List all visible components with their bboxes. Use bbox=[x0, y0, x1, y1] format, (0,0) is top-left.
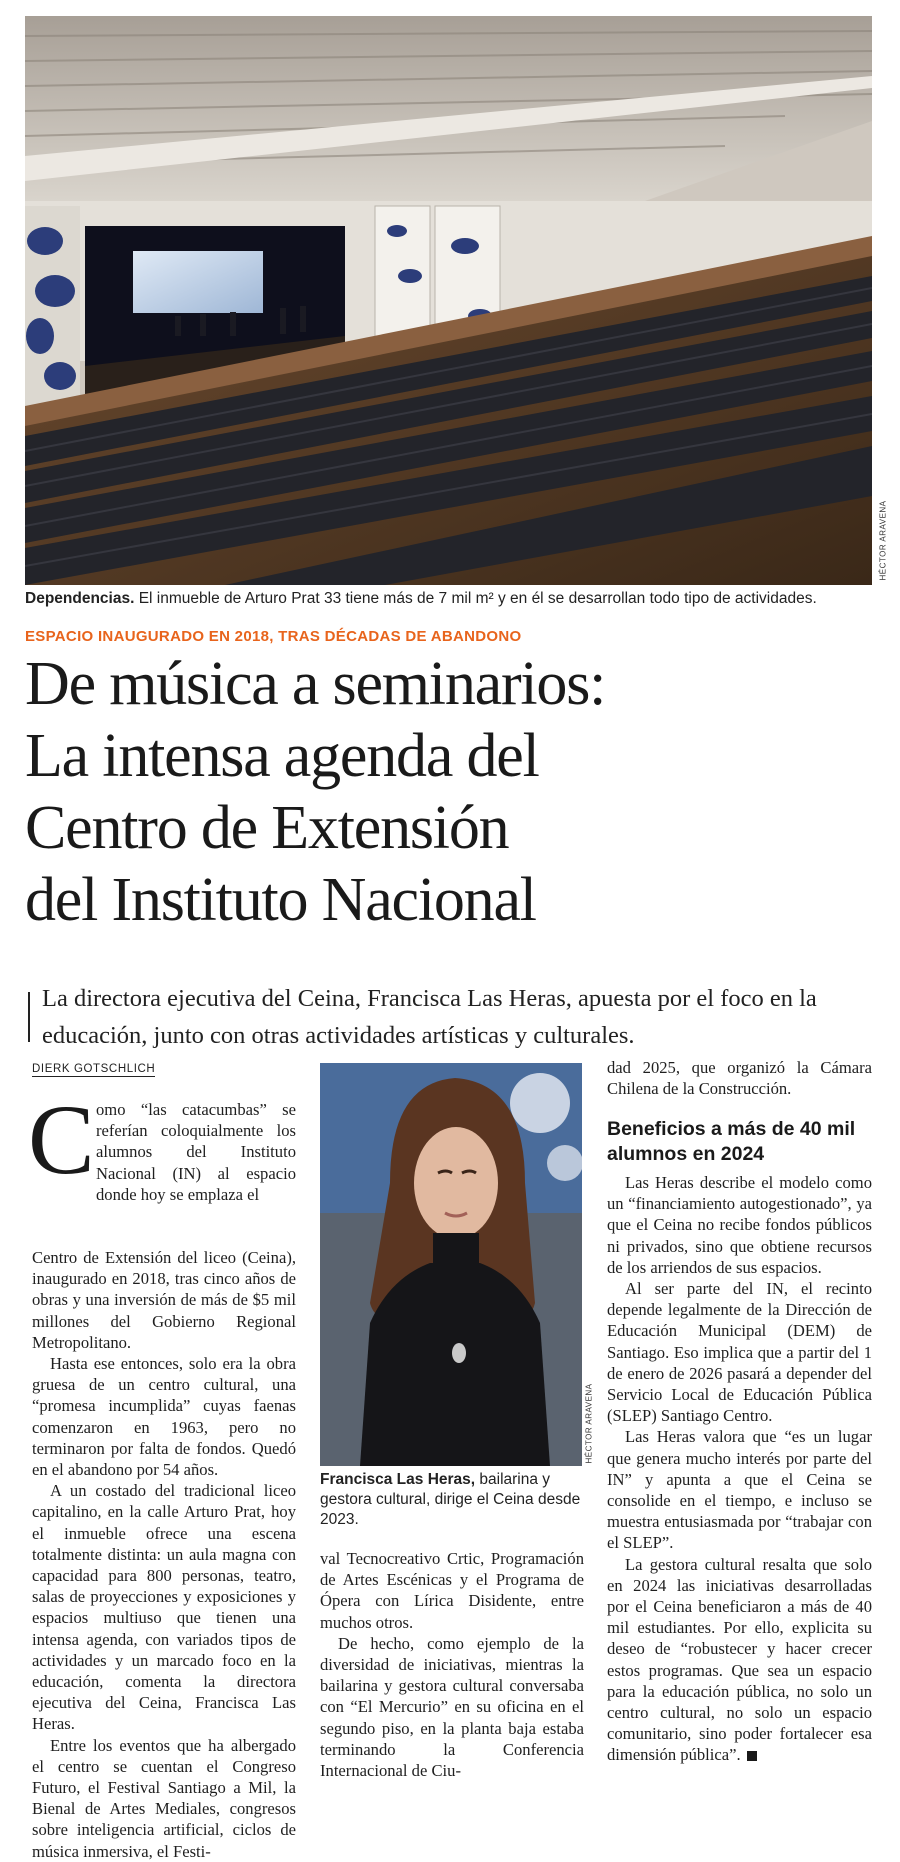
headline-line-3: Centro de Extensión bbox=[25, 794, 509, 862]
photo-caption bbox=[25, 590, 885, 608]
paragraph: Hasta ese entonces, solo era la obra gruesa de un centro cultural, una “promesa incumplida” cuyas faenas comenzaron en 1963, pero no terminaron por falta de fondos. Quedó en el abandono por 54 años. bbox=[32, 1354, 296, 1480]
paragraph: Centro de Extensión del liceo (Ceina), inaugurado en 2018, tras cinco años de obras y una inversión de más de $5 mil millones del Gobierno Regional Metropolitano. bbox=[32, 1248, 296, 1352]
caption-text: El inmueble de Arturo Prat 33 tiene más de 7 mil m² y en él se desarrollan todo tipo de actividades. bbox=[134, 590, 817, 607]
caption-lead: Dependencias. bbox=[25, 590, 135, 607]
column-3-intro bbox=[607, 1057, 872, 1099]
headline-line-1: De música a seminarios: bbox=[25, 650, 606, 718]
deck-rule bbox=[28, 992, 30, 1042]
paragraph: val Tecnocreativo Crtic, Programación de Artes Escénicas y el Programa de Ópera con Lírica Disidente, entre muchos otros. bbox=[320, 1549, 584, 1632]
paragraph: A un costado del tradicional liceo capitalino, en la calle Arturo Prat, hoy el inmueble ofrece una escena totalmente distinta: un aula magna con capacidad para 800 personas, teatro, salas de proyecciones y exposiciones y espacios multiuso que tienen una intensa agenda, con variados tipos de actividades y un marcado foco en la educación, comenta la directora ejecutiva del Ceina, Francisca Las Heras. bbox=[32, 1481, 296, 1734]
paragraph: Las Heras describe el modelo como un “financiamiento autogestionado”, ya que el Ceina no recibe fondos públicos ni privados, sino que obtiene recursos de los arriendos de sus espacios. bbox=[607, 1173, 872, 1277]
portrait-photo bbox=[320, 1063, 582, 1466]
headline-line-2: La intensa agenda del bbox=[25, 722, 539, 790]
auditorium-photo bbox=[25, 16, 872, 585]
column-3 bbox=[607, 1172, 872, 1766]
portrait-caption-lead: Francisca Las Heras, bbox=[320, 1471, 476, 1488]
column-2 bbox=[320, 1548, 584, 1781]
portrait-caption-text: bailarina y gestora cultural, dirige el Ceina desde 2023. bbox=[320, 1471, 581, 1528]
portrait-credit: HÉCTOR ARAVENA bbox=[584, 1383, 594, 1464]
drop-cap: C bbox=[28, 1084, 95, 1195]
paragraph: dad 2025, que organizó la Cámara Chilena de la Construcción. bbox=[607, 1058, 872, 1099]
paragraph: La gestora cultural resalta que solo en 2024 las iniciativas desarrolladas por el Ceina beneficiaron a más de 40 mil estudiantes. Por ello, explicita su deseo de “robustecer y hacer crecer estos programas. Que sea un espacio para la educación pública, no solo un centro cultural, no solo un espacio comunitario, sino poder fortalecer esa dimensión pública”. bbox=[607, 1554, 872, 1765]
headline bbox=[25, 648, 885, 936]
column-1 bbox=[32, 1247, 296, 1862]
kicker: ESPACIO INAUGURADO EN 2018, TRAS DÉCADAS DE ABANDONO bbox=[25, 628, 522, 645]
byline: DIERK GOTSCHLICH bbox=[32, 1063, 156, 1075]
photo-credit: HÉCTOR ARAVENA bbox=[878, 500, 888, 581]
subheading: Beneficios a más de 40 mil alumnos en 2024 bbox=[607, 1118, 856, 1165]
paragraph: Al ser parte del IN, el recinto depende legalmente de la Dirección de Educación Municipal (DEM) de Santiago. Eso implica que a partir del 1 de enero de 2026 pasará a depender del Servicio Local de Educación Pública (SLEP) Santiago Centro. bbox=[607, 1279, 872, 1426]
headline-line-4: del Instituto Nacional bbox=[25, 866, 536, 934]
deck: La directora ejecutiva del Ceina, Francisca Las Heras, apuesta por el foco en la educación, junto con otras actividades artísticas y culturales. bbox=[42, 985, 817, 1049]
paragraph: De hecho, como ejemplo de la diversidad de iniciativas, mientras la bailarina y gestora cultural conversaba con “El Mercurio” en su oficina en el segundo piso, en la planta baja estaba terminando la Conferencia Internacional de Ciu- bbox=[320, 1633, 584, 1781]
end-mark-icon bbox=[747, 1751, 757, 1761]
paragraph: Las Heras valora que “es un lugar que genera mucho interés por parte del IN” y apunta a que el Ceina se consolide en el tiempo, e incluso se muestra entusiasmada por “trabajar con el SLEP”. bbox=[607, 1427, 872, 1553]
portrait-caption bbox=[320, 1470, 584, 1530]
paragraph: Entre los eventos que ha albergado el centro se cuentan el Congreso Futuro, el Festival Santiago a Mil, la Bienal de Artes Mediales, congresos sobre inteligencia artificial, ciclos de música inmersiva, el Festi- bbox=[32, 1735, 296, 1861]
paragraph: omo “las catacumbas” se referían coloquialmente los alumnos del Instituto Nacional (IN) al espacio donde hoy se emplaza el bbox=[96, 1100, 296, 1204]
column-1-intro bbox=[96, 1099, 296, 1205]
